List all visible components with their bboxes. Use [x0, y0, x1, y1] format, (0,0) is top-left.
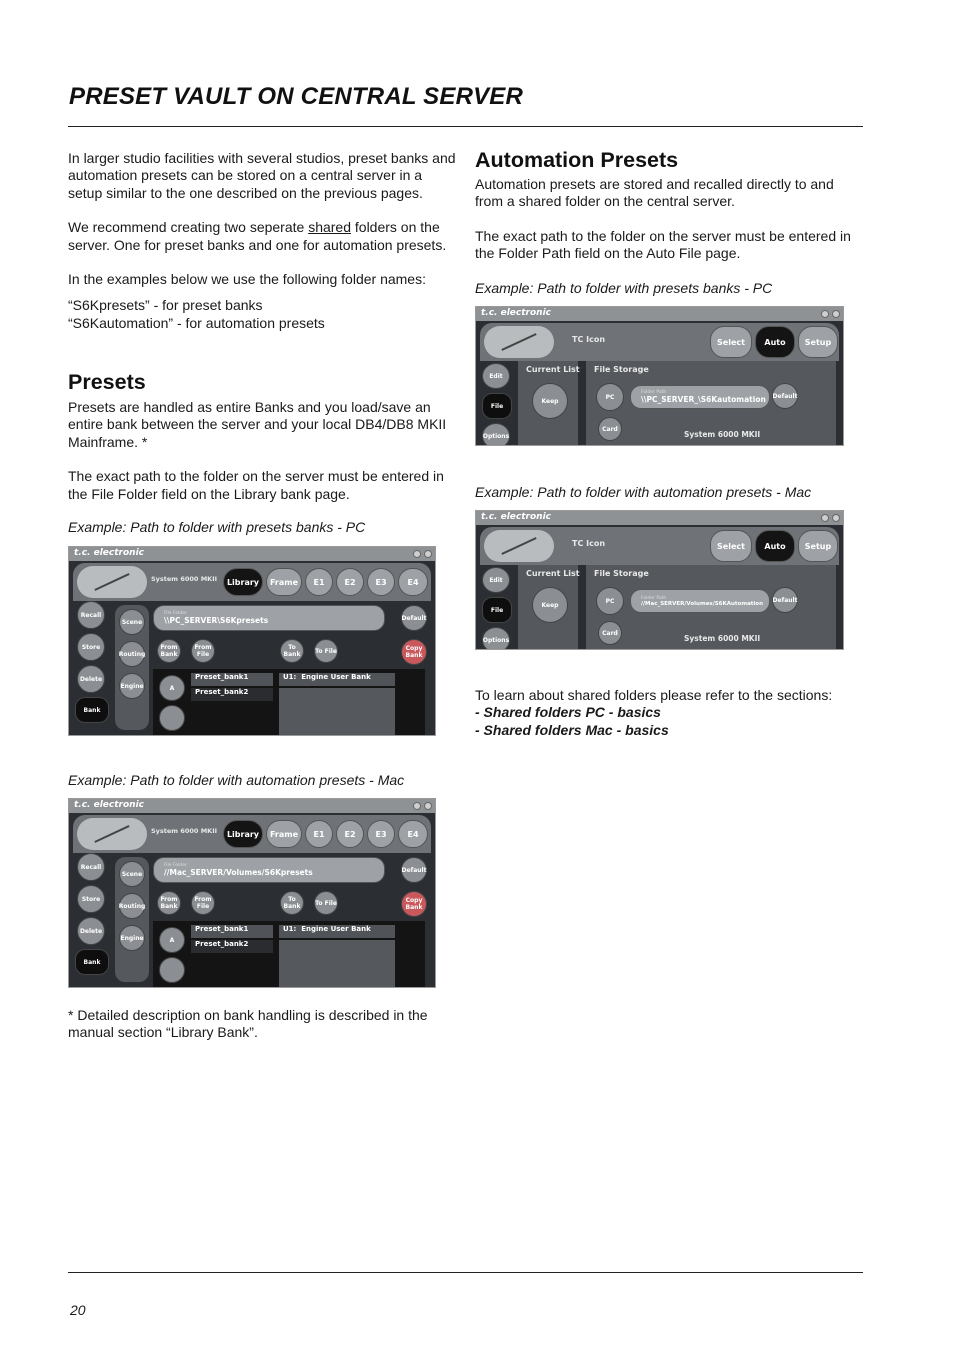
page-number: 20 — [70, 1302, 86, 1318]
system-label: System 6000 MKII — [151, 827, 218, 835]
file-list-item[interactable]: Preset_bank2 — [191, 688, 273, 701]
tab-e4[interactable]: E4 — [398, 820, 428, 848]
file-list-item[interactable]: Preset_bank2 — [191, 940, 273, 953]
auto-screenshot-mac — [475, 510, 844, 650]
tab-auto[interactable]: Auto — [755, 326, 795, 358]
folder-path: \\PC_SERVER_\S6Kautomation — [641, 395, 766, 404]
caption-auto-pc: Example: Path to folder with presets banks - PC — [475, 280, 773, 296]
tc-icon-label: TC Icon — [572, 335, 606, 344]
file-button[interactable]: File — [482, 597, 512, 623]
top-rule — [68, 126, 863, 127]
keep-button[interactable]: Keep — [532, 383, 568, 419]
tab-e1[interactable]: E1 — [305, 820, 333, 848]
automation-text — [475, 176, 860, 263]
window-titlebar — [476, 511, 843, 525]
tab-e2[interactable]: E2 — [336, 820, 364, 848]
footnote: * Detailed description on bank handling is described in the manual section “Library Bank”. — [68, 1007, 428, 1041]
system-label: System 6000 MKII — [684, 430, 761, 439]
bank-list-item[interactable]: U1: Engine User Bank — [279, 925, 395, 938]
tab-bar — [73, 563, 431, 601]
file-folder-path: //Mac_SERVER/Volumes/S6Kpresets — [164, 868, 313, 877]
left-column — [68, 150, 458, 332]
tab-e4[interactable]: E4 — [398, 568, 428, 596]
window-titlebar — [69, 799, 435, 813]
from-bank-button[interactable]: From Bank — [157, 891, 181, 915]
folder-path: //Mac_SERVER/Volumes/S6KAutomation — [641, 600, 763, 607]
folder-name-automation: “S6Kautomation” - for automation presets — [68, 314, 325, 331]
reference-mac-basics: - Shared folders Mac - basics — [475, 721, 669, 738]
system-label: System 6000 MKII — [684, 634, 761, 643]
routing-button[interactable]: Routing — [119, 893, 145, 919]
intro-paragraph-1: In larger studio facilities with several studios, preset banks and automation presets can be stored on a central server in a setup similar to the one described on the previous pages. — [68, 150, 456, 201]
to-bank-button[interactable]: To Bank — [280, 891, 304, 915]
routing-button[interactable]: Routing — [119, 641, 145, 667]
tab-library[interactable]: Library — [223, 820, 263, 848]
brand-logo: t.c. electronic — [74, 800, 144, 810]
default-button[interactable]: Default — [772, 587, 798, 613]
tab-setup[interactable]: Setup — [798, 326, 838, 358]
tab-select[interactable]: Select — [710, 326, 752, 358]
current-list-label: Current List — [526, 569, 580, 578]
scroll-up-button[interactable]: A — [159, 927, 185, 953]
file-list-item[interactable]: Preset_bank1 — [191, 925, 273, 938]
file-button[interactable]: File — [482, 393, 512, 419]
library-screenshot-mac — [68, 798, 436, 988]
close-icon[interactable] — [424, 802, 432, 810]
scroll-down-button[interactable] — [159, 705, 185, 731]
automation-paragraph-2: The exact path to the folder on the server must be entered in the Folder Path field on the Auto File page. — [475, 227, 851, 262]
options-button[interactable]: Options — [482, 627, 510, 650]
brand-logo: t.c. electronic — [74, 548, 144, 558]
presets-paragraph-2: The exact path to the folder on the server must be entered in the File Folder field on the Library bank page. — [68, 468, 444, 502]
close-icon[interactable] — [424, 550, 432, 558]
delete-button[interactable]: Delete — [77, 917, 105, 945]
intro-paragraph-3: In the examples below we use the following folder names: — [68, 271, 426, 288]
bank-button[interactable]: Bank — [75, 949, 109, 975]
store-button[interactable]: Store — [77, 885, 105, 913]
caption-auto-mac: Example: Path to folder with automation presets - Mac — [475, 484, 812, 500]
bank-button[interactable]: Bank — [75, 697, 109, 723]
minimize-icon[interactable] — [413, 802, 421, 810]
tab-select[interactable]: Select — [710, 530, 752, 562]
card-button[interactable]: Card — [598, 621, 622, 645]
default-button[interactable]: Default — [401, 857, 427, 883]
auto-screenshot-pc — [475, 306, 844, 446]
folder-path-field[interactable]: Folder Path \\PC_SERVER_\S6Kautomation — [630, 385, 770, 409]
page-title: PRESET VAULT ON CENTRAL SERVER — [69, 83, 524, 110]
pen-logo-icon — [484, 530, 554, 562]
system-label: System 6000 MKII — [151, 575, 218, 583]
from-bank-button[interactable]: From Bank — [157, 639, 181, 663]
tab-setup[interactable]: Setup — [798, 530, 838, 562]
pen-logo-icon — [484, 326, 554, 358]
options-button[interactable]: Options — [482, 423, 510, 446]
keep-button[interactable]: Keep — [532, 587, 568, 623]
to-file-button[interactable]: To File — [314, 639, 338, 663]
tab-frame[interactable]: Frame — [266, 820, 302, 848]
recall-button[interactable]: Recall — [77, 601, 105, 629]
minimize-icon[interactable] — [821, 514, 829, 522]
refer-text — [475, 687, 860, 739]
brand-logo: t.c. electronic — [481, 512, 551, 522]
caption-library-mac: Example: Path to folder with automation presets - Mac — [68, 772, 405, 788]
tab-bar — [480, 527, 839, 565]
delete-button[interactable]: Delete — [77, 665, 105, 693]
file-folder-field[interactable]: File Folder //Mac_SERVER/Volumes/S6Kpresets — [153, 857, 385, 883]
folder-path-field[interactable]: Folder Path //Mac_SERVER/Volumes/S6KAutomation — [630, 589, 770, 613]
folder-name-presets: “S6Kpresets” - for preset banks — [68, 297, 263, 314]
store-button[interactable]: Store — [77, 633, 105, 661]
scroll-up-button[interactable]: A — [159, 675, 185, 701]
to-file-button[interactable]: To File — [314, 891, 338, 915]
intro-paragraph-2: We recommend creating two seperate shared folders on the server. One for preset banks and one for automation presets. — [68, 219, 447, 253]
refer-paragraph: To learn about shared folders please refer to the sections: — [475, 687, 833, 703]
file-storage-label: File Storage — [594, 365, 649, 374]
library-screenshot-pc — [68, 546, 436, 736]
file-storage-label: File Storage — [594, 569, 649, 578]
tab-e1[interactable]: E1 — [305, 568, 333, 596]
engine-button[interactable]: Engine — [119, 673, 145, 699]
file-folder-path: \\PC_SERVER\S6Kpresets — [164, 616, 269, 625]
minimize-icon[interactable] — [413, 550, 421, 558]
scene-button[interactable]: Scene — [119, 861, 145, 887]
tab-bar — [73, 815, 431, 853]
bank-list-item[interactable]: U1: Engine User Bank — [279, 673, 395, 686]
scene-button[interactable]: Scene — [119, 609, 145, 635]
default-button[interactable]: Default — [401, 605, 427, 631]
current-list-label: Current List — [526, 365, 580, 374]
default-button[interactable]: Default — [772, 383, 798, 409]
pen-logo-icon — [77, 566, 147, 598]
caption-library-pc: Example: Path to folder with presets banks - PC — [68, 519, 366, 535]
copy-bank-button[interactable]: Copy Bank — [401, 639, 427, 665]
tab-frame[interactable]: Frame — [266, 568, 302, 596]
from-file-button[interactable]: From File — [191, 891, 215, 915]
engine-button[interactable]: Engine — [119, 925, 145, 951]
tc-icon-label: TC Icon — [572, 539, 606, 548]
recall-button[interactable]: Recall — [77, 853, 105, 881]
edit-button[interactable]: Edit — [482, 363, 510, 389]
tab-e3[interactable]: E3 — [367, 568, 395, 596]
card-button[interactable]: Card — [598, 417, 622, 441]
tab-e3[interactable]: E3 — [367, 820, 395, 848]
copy-bank-button[interactable]: Copy Bank — [401, 891, 427, 917]
automation-paragraph-1: Automation presets are stored and recalled directly to and from a shared folder on the central server. — [475, 176, 834, 210]
window-titlebar — [476, 307, 843, 321]
from-file-button[interactable]: From File — [191, 639, 215, 663]
brand-logo: t.c. electronic — [481, 308, 551, 318]
tab-bar — [480, 323, 839, 361]
tab-e2[interactable]: E2 — [336, 568, 364, 596]
pc-button[interactable]: PC — [596, 383, 624, 411]
close-icon[interactable] — [832, 310, 840, 318]
scroll-down-button[interactable] — [159, 957, 185, 983]
reference-pc-basics: - Shared folders PC - basics — [475, 704, 661, 721]
bottom-rule — [68, 1272, 863, 1273]
close-icon[interactable] — [832, 514, 840, 522]
tab-auto[interactable]: Auto — [755, 530, 795, 562]
pc-button[interactable]: PC — [596, 587, 624, 615]
shared-underlined: shared — [308, 219, 351, 236]
file-list-item[interactable]: Preset_bank1 — [191, 673, 273, 686]
presets-heading: Presets — [68, 370, 146, 394]
to-bank-button[interactable]: To Bank — [280, 639, 304, 663]
file-folder-field[interactable]: File Folder \\PC_SERVER\S6Kpresets — [153, 605, 385, 631]
presets-paragraph-1: Presets are handled as entire Banks and you load/save an entire bank between the server and your local DB4/DB8 MKII Mainframe. * — [68, 399, 447, 450]
automation-heading: Automation Presets — [475, 148, 679, 172]
tab-library[interactable]: Library — [223, 568, 263, 596]
pen-logo-icon — [77, 818, 147, 850]
presets-text — [68, 399, 453, 503]
window-titlebar — [69, 547, 435, 561]
minimize-icon[interactable] — [821, 310, 829, 318]
edit-button[interactable]: Edit — [482, 567, 510, 593]
